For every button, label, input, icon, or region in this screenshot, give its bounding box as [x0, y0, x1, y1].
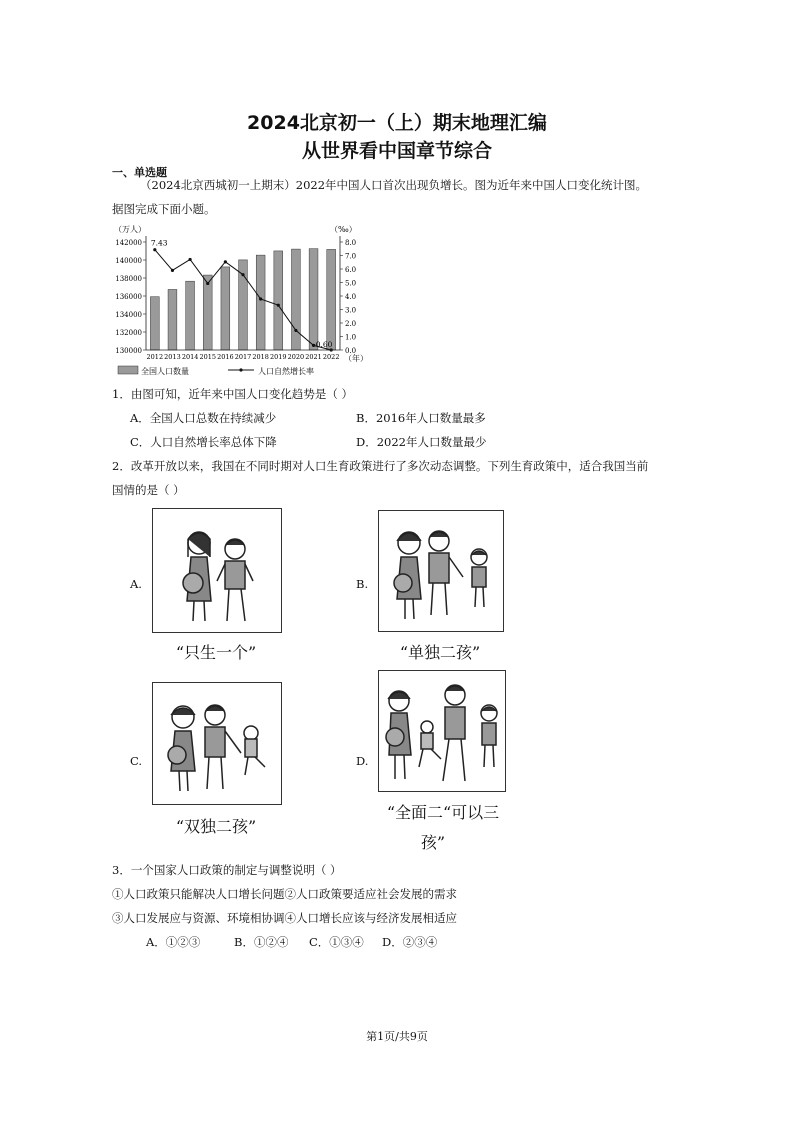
x-tick-label: 2018 — [252, 353, 269, 361]
family-illustration-c-icon — [153, 683, 281, 804]
growth-rate-point — [171, 269, 174, 272]
picture-b[interactable] — [378, 510, 504, 632]
picture-d[interactable] — [378, 670, 506, 792]
x-tick-label: 2017 — [234, 353, 252, 361]
growth-rate-point — [206, 282, 209, 285]
y-right-tick-label: 2.0 — [345, 320, 357, 328]
population-bar — [150, 297, 159, 350]
annotation-last-value: -0.60 — [313, 340, 333, 349]
y-right-tick-label: 3.0 — [345, 306, 357, 315]
section-heading: 一、单选题 — [112, 166, 167, 179]
q2-letter-d[interactable]: D. — [356, 754, 369, 768]
growth-rate-point — [277, 304, 280, 307]
q3-statements-line-2: ③人口发展应与资源、环境相协调④人口增长应该与经济发展相适应 — [112, 911, 457, 925]
y-left-tick-label: 138000 — [115, 275, 142, 283]
y-right-tick-label: 1.0 — [345, 333, 357, 342]
y-right-tick-label: 0.0 — [345, 347, 357, 355]
population-bar — [256, 255, 265, 350]
q1-option-c[interactable]: C．人口自然增长率总体下降 — [130, 435, 277, 449]
growth-rate-point — [224, 260, 227, 263]
population-bar — [327, 249, 336, 350]
legend-line-marker — [239, 368, 242, 371]
page-number: 第1页/共9页 — [366, 1030, 428, 1043]
y-right-unit: （‰） — [330, 225, 357, 234]
q2-stem-line-1: 2．改革开放以来，我国在不同时期对人口生育政策进行了多次动态调整。下列生育政策中，适合我国当前 — [112, 459, 649, 473]
x-tick-label: 2014 — [181, 353, 199, 361]
q2-caption-c: “双独二孩” — [175, 817, 257, 836]
q2-caption-d-line-2: 孩” — [420, 833, 446, 852]
x-tick-label: 2013 — [164, 353, 181, 361]
x-tick-label: 2012 — [146, 353, 164, 361]
x-tick-label: 2022 — [322, 353, 340, 361]
legend-bar-swatch — [118, 366, 138, 374]
q2-letter-c[interactable]: C. — [130, 754, 143, 768]
q1-option-a[interactable]: A．全国人口总数在持续减少 — [130, 411, 277, 425]
q2-letter-a[interactable]: A. — [130, 577, 142, 591]
intro-line-2: 据图完成下面小题。 — [112, 202, 216, 216]
family-illustration-b-icon — [379, 511, 503, 631]
intro-line-1: （2024北京西城初一上期末）2022年中国人口首次出现负增长。图为近年来中国人口变化统计图。 — [140, 178, 648, 192]
q3-option-c[interactable]: C．①③④ — [309, 935, 364, 949]
y-left-tick-label: 130000 — [115, 347, 142, 355]
population-chart — [108, 222, 370, 378]
family-illustration-a-icon — [153, 509, 281, 632]
growth-rate-point — [241, 273, 244, 276]
y-left-tick-label: 134000 — [115, 311, 142, 319]
population-bar — [309, 249, 318, 350]
legend-line-label: 人口自然增长率 — [258, 367, 314, 376]
population-bar — [186, 281, 195, 350]
q2-letter-b[interactable]: B. — [356, 577, 369, 591]
y-right-tick-label: 4.0 — [345, 293, 357, 301]
x-unit: （年） — [344, 354, 368, 363]
q1-option-b[interactable]: B．2016年人口数量最多 — [356, 411, 486, 425]
q3-option-b[interactable]: B．①②④ — [234, 935, 289, 949]
y-left-tick-label: 136000 — [115, 293, 142, 301]
population-bar — [221, 267, 230, 350]
q3-option-d[interactable]: D．②③④ — [382, 935, 438, 949]
document-subtitle: 从世界看中国章节综合 — [301, 140, 492, 162]
x-tick-label: 2020 — [287, 353, 305, 361]
q3-statements-line-1: ①人口政策只能解决人口增长问题②人口政策要适应社会发展的需求 — [112, 887, 457, 901]
q2-stem-line-2: 国情的是（ ） — [112, 483, 185, 497]
q3-option-a[interactable]: A．①②③ — [146, 935, 201, 949]
q2-caption-a: “只生一个” — [175, 643, 257, 662]
family-illustration-d-icon — [379, 671, 505, 791]
legend-bar-label: 全国人口数量 — [141, 367, 189, 376]
q1-stem: 1．由图可知，近年来中国人口变化趋势是（ ） — [112, 387, 353, 401]
y-right-tick-label: 5.0 — [345, 279, 357, 288]
document-title: 2024北京初一（上）期末地理汇编 — [247, 112, 547, 134]
population-bar — [292, 249, 301, 350]
growth-rate-point — [153, 248, 156, 251]
q2-caption-d-line-1: “全面二“可以三 — [386, 803, 500, 822]
picture-c[interactable] — [152, 682, 282, 805]
q2-caption-b: “单独二孩” — [399, 643, 481, 662]
growth-rate-point — [188, 258, 191, 261]
picture-a[interactable] — [152, 508, 282, 633]
y-right-tick-label: 7.0 — [345, 252, 357, 261]
x-tick-label: 2019 — [269, 353, 287, 361]
y-left-unit: （万人） — [114, 225, 146, 234]
x-tick-label: 2021 — [305, 353, 322, 361]
annotation-first-value: 7.43 — [150, 238, 168, 248]
growth-rate-point — [259, 297, 262, 300]
y-left-tick-label: 142000 — [115, 239, 142, 247]
x-tick-label: 2015 — [199, 353, 217, 361]
q1-option-d[interactable]: D．2022年人口数量最少 — [356, 435, 487, 449]
y-right-tick-label: 6.0 — [345, 266, 357, 274]
growth-rate-point — [294, 329, 297, 332]
q3-stem: 3．一个国家人口政策的制定与调整说明（ ） — [112, 863, 342, 877]
population-bar — [274, 251, 283, 350]
population-bar — [168, 289, 177, 350]
y-right-tick-label: 8.0 — [345, 239, 357, 247]
x-tick-label: 2016 — [217, 353, 234, 361]
y-left-tick-label: 140000 — [115, 257, 142, 265]
y-left-tick-label: 132000 — [115, 329, 142, 337]
population-bar — [203, 275, 212, 350]
